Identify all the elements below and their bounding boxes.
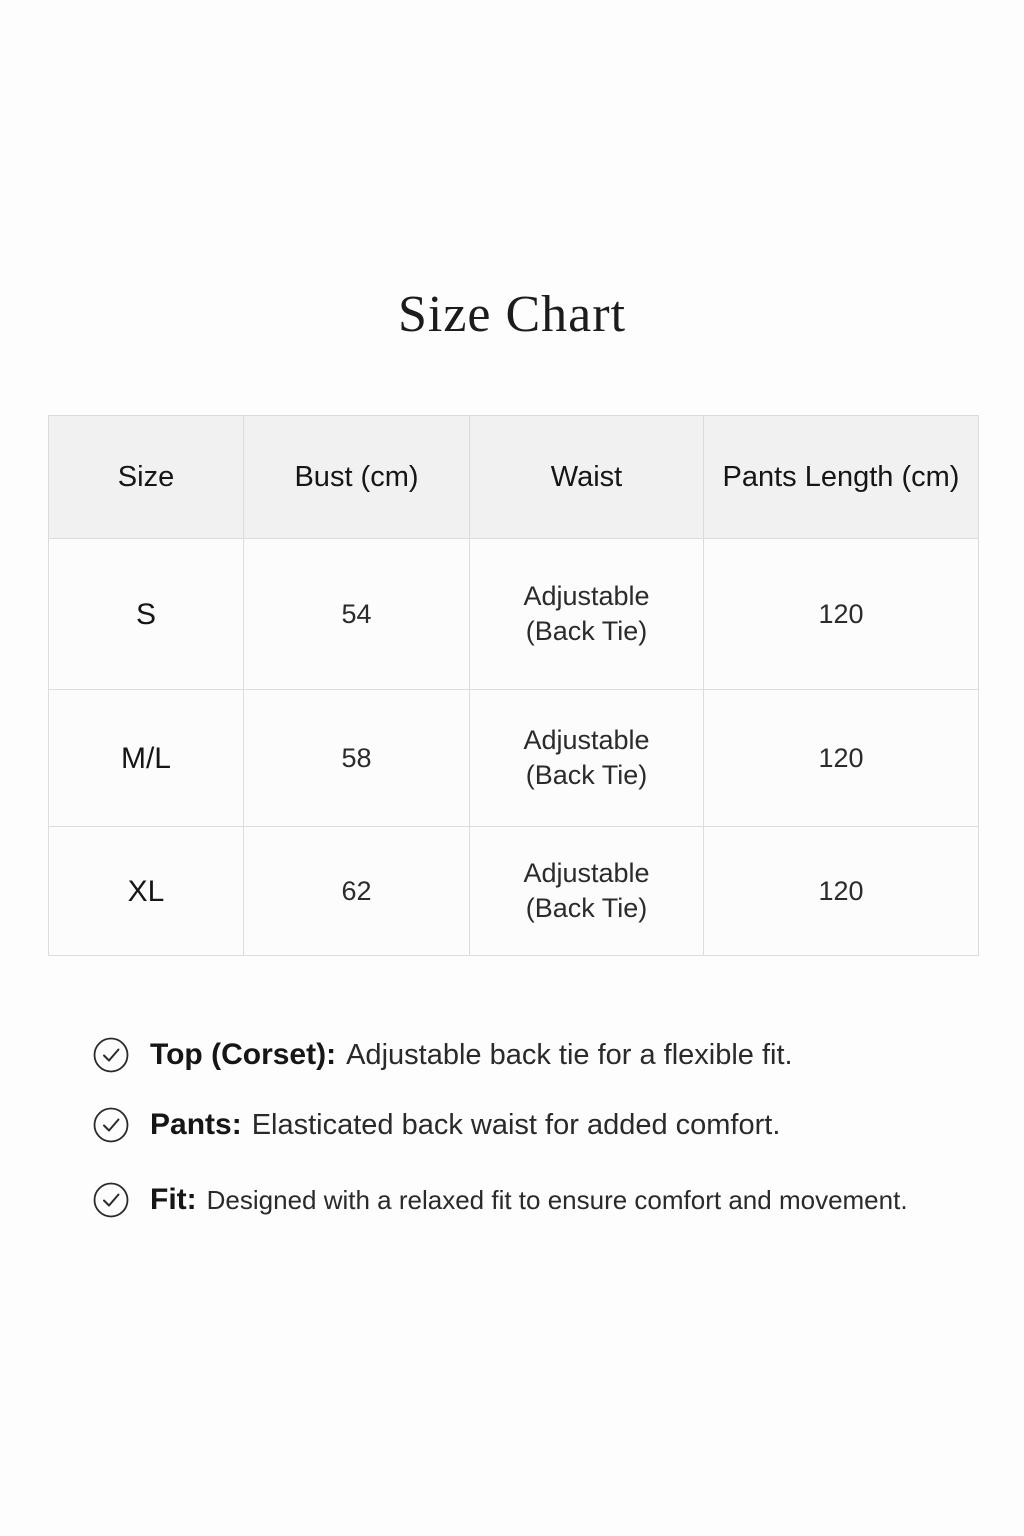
bust-cell: 54 [244,539,470,690]
note-text: Elasticated back waist for added comfort. [251,1108,781,1141]
note-label: Pants: [150,1108,242,1141]
size-cell: M/L [49,690,244,827]
bust-cell: 58 [244,690,470,827]
check-circle-icon [93,1037,129,1073]
note-top-corset [93,1030,993,1080]
pants-length-cell: 120 [704,539,979,690]
bust-cell: 62 [244,827,470,956]
fit-notes-list [93,1030,993,1216]
note-fit [93,1175,908,1225]
waist-cell [470,690,704,827]
size-cell: S [49,539,244,690]
size-table [48,415,979,956]
pants-length-cell: 120 [704,827,979,956]
page-title: Size Chart [397,286,627,343]
table-row [49,827,979,956]
header-size: Size [49,416,244,539]
note-text: Adjustable back tie for a flexible fit. [346,1038,793,1071]
waist-line-2: (Back Tie) [525,616,648,646]
table-row [49,690,979,827]
note-label: Top (Corset): [150,1038,337,1071]
waist-cell [470,539,704,690]
table-header-row [49,416,979,539]
waist-line-1: Adjustable [523,858,650,888]
note-text: Designed with a relaxed fit to ensure comfort and movement. [206,1184,908,1215]
check-circle-icon [93,1107,129,1143]
table-row [49,539,979,690]
waist-cell [470,827,704,956]
note-pants [93,1100,780,1150]
waist-line-1: Adjustable [523,581,650,611]
size-cell: XL [49,827,244,956]
header-bust: Bust (cm) [244,416,470,539]
check-circle-icon [93,1182,129,1218]
header-waist: Waist [470,416,704,539]
waist-line-2: (Back Tie) [525,760,648,790]
header-pants-length: Pants Length (cm) [704,416,979,539]
pants-length-cell: 120 [704,690,979,827]
note-label: Fit: [150,1183,197,1216]
waist-line-1: Adjustable [523,725,650,755]
waist-line-2: (Back Tie) [525,893,648,923]
